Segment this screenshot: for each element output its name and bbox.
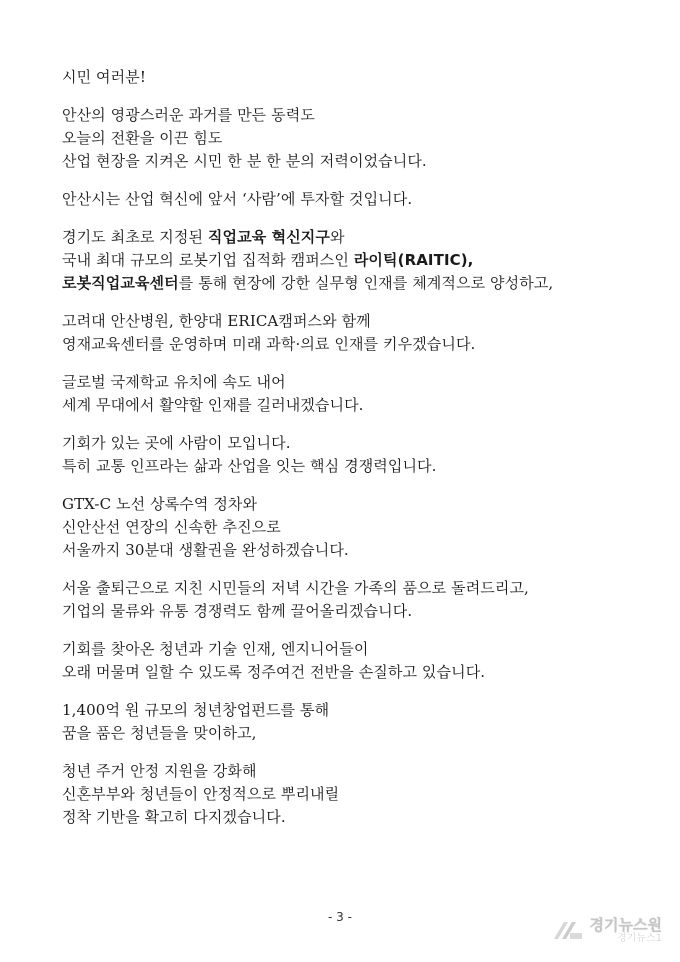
text-segment: 신혼부부와 청년들이 안정적으로 뿌리내릴 bbox=[62, 785, 340, 803]
text-segment: 경기도 최초로 지정된 bbox=[62, 228, 208, 246]
text-segment: 오래 머물며 일할 수 있도록 정주여건 전반을 손질하고 있습니다. bbox=[62, 663, 486, 681]
text-segment: 청년 주거 안정 지원을 강화해 bbox=[62, 762, 257, 780]
text-segment: 기회를 찾아온 청년과 기술 인재, 엔지니어들이 bbox=[62, 640, 369, 658]
text-line bbox=[62, 226, 662, 249]
document-body bbox=[62, 66, 662, 844]
text-line bbox=[62, 394, 662, 417]
paragraph bbox=[62, 371, 662, 417]
text-segment: 안산시는 산업 혁신에 앞서 ‘사람’에 투자할 것입니다. bbox=[62, 190, 413, 208]
text-segment: 시민 여러분! bbox=[62, 68, 146, 86]
text-line bbox=[62, 66, 662, 89]
watermark-text bbox=[589, 915, 662, 944]
watermark bbox=[550, 915, 662, 944]
text-line bbox=[62, 699, 662, 722]
watermark-main: 경기뉴스원 bbox=[589, 915, 662, 934]
text-segment: 영재교육센터를 운영하며 미래 과학·의료 인재를 키우겠습니다. bbox=[62, 335, 476, 353]
text-segment: 글로벌 국제학교 유치에 속도 내어 bbox=[62, 373, 286, 391]
text-segment: 고려대 안산병원, 한양대 ERICA캠퍼스와 함께 bbox=[62, 312, 371, 330]
text-line bbox=[62, 432, 662, 455]
text-segment: 안산의 영광스러운 과거를 만든 동력도 bbox=[62, 106, 315, 124]
text-line bbox=[62, 783, 662, 806]
text-line bbox=[62, 249, 662, 272]
paragraph bbox=[62, 699, 662, 745]
text-segment: 신안산선 연장의 신속한 추진으로 bbox=[62, 518, 281, 536]
text-segment: 특히 교통 인프라는 삶과 산업을 잇는 핵심 경쟁력입니다. bbox=[62, 457, 437, 475]
paragraph bbox=[62, 638, 662, 684]
text-segment: 서울까지 30분대 생활권을 완성하겠습니다. bbox=[62, 541, 349, 559]
paragraph bbox=[62, 493, 662, 562]
text-line bbox=[62, 661, 662, 684]
paragraph bbox=[62, 760, 662, 829]
text-line bbox=[62, 188, 662, 211]
text-segment: 를 통해 현장에 강한 실무형 인재를 체계적으로 양성하고, bbox=[178, 274, 554, 292]
text-segment: GTX-C 노선 상록수역 정차와 bbox=[62, 495, 258, 513]
watermark-logo-icon bbox=[550, 919, 584, 943]
text-segment: 기업의 물류와 유통 경쟁력도 함께 끌어올리겠습니다. bbox=[62, 602, 413, 620]
paragraph bbox=[62, 577, 662, 623]
text-segment: 와 bbox=[329, 228, 345, 246]
text-line bbox=[62, 371, 662, 394]
text-line bbox=[62, 722, 662, 745]
paragraph bbox=[62, 66, 662, 89]
text-segment: 서울 출퇴근으로 지친 시민들의 저녁 시간을 가족의 품으로 돌려드리고, bbox=[62, 579, 529, 597]
page-number: - 3 - bbox=[328, 910, 352, 924]
text-line bbox=[62, 539, 662, 562]
text-line bbox=[62, 806, 662, 829]
text-line bbox=[62, 455, 662, 478]
text-segment: 오늘의 전환을 이끈 힘도 bbox=[62, 129, 223, 147]
text-segment: 기회가 있는 곳에 사람이 모입니다. bbox=[62, 434, 291, 452]
text-segment: 정착 기반을 확고히 다지겠습니다. bbox=[62, 808, 286, 826]
bold-text: 로봇직업교육센터 bbox=[62, 274, 179, 292]
text-line bbox=[62, 310, 662, 333]
paragraph bbox=[62, 104, 662, 173]
bold-text: 라이틱(RAITIC), bbox=[353, 251, 474, 269]
text-segment: 꿈을 품은 청년들을 맞이하고, bbox=[62, 724, 257, 742]
text-line bbox=[62, 600, 662, 623]
text-line bbox=[62, 760, 662, 783]
paragraph bbox=[62, 432, 662, 478]
text-segment: 세계 무대에서 활약할 인재를 길러내겠습니다. bbox=[62, 396, 364, 414]
text-line bbox=[62, 104, 662, 127]
paragraph bbox=[62, 226, 662, 295]
bold-text: 직업교육 혁신지구 bbox=[207, 228, 330, 246]
text-segment: 국내 최대 규모의 로봇기업 집적화 캠퍼스인 bbox=[62, 251, 354, 269]
text-segment: 1,400억 원 규모의 청년창업펀드를 통해 bbox=[62, 701, 330, 719]
paragraph bbox=[62, 188, 662, 211]
text-line bbox=[62, 333, 662, 356]
watermark-sub: 경기뉴스1 bbox=[616, 932, 662, 944]
text-segment: 산업 현장을 지켜온 시민 한 분 한 분의 저력이었습니다. bbox=[62, 152, 427, 170]
text-line bbox=[62, 272, 662, 295]
text-line bbox=[62, 516, 662, 539]
text-line bbox=[62, 493, 662, 516]
paragraph bbox=[62, 310, 662, 356]
text-line bbox=[62, 127, 662, 150]
text-line bbox=[62, 638, 662, 661]
text-line bbox=[62, 150, 662, 173]
text-line bbox=[62, 577, 662, 600]
